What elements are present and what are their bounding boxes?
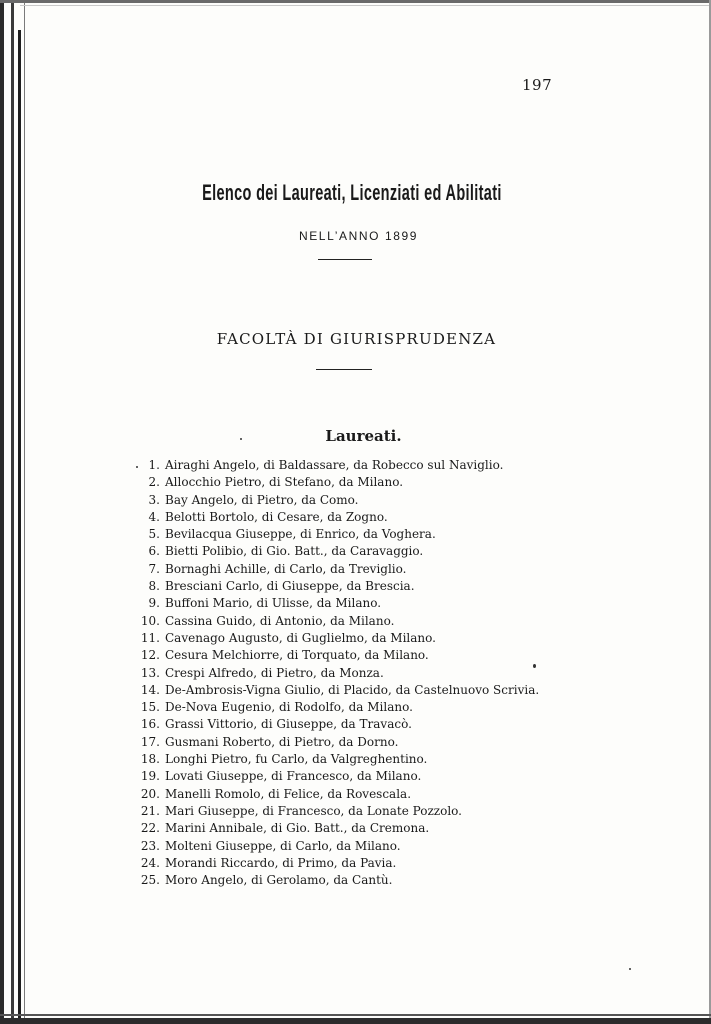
list-item (130, 647, 690, 664)
entry-number: 10. (140, 613, 160, 628)
entry-text: Bornaghi Achille, di Carlo, da Treviglio. (165, 561, 407, 576)
entry-number: 21. (140, 803, 160, 818)
entry-number: 18. (140, 752, 160, 767)
entry-text: Allocchio Pietro, di Stefano, da Milano. (165, 475, 404, 490)
entry-number: 16. (140, 717, 160, 732)
list-item (130, 457, 690, 474)
section-heading: FACOLTÀ DI GIURISPRUDENZA (216, 330, 497, 348)
page-binding-shadow (18, 30, 21, 1020)
entry-number: 19. (140, 769, 160, 784)
entry-number: 24. (140, 855, 160, 870)
entry-text: Manelli Romolo, di Felice, da Rovescala. (165, 786, 412, 801)
entry-text: Bresciani Carlo, di Giuseppe, da Brescia. (165, 579, 415, 594)
entry-text: Moro Angelo, di Gerolamo, da Cantù. (165, 873, 393, 888)
list-item (130, 699, 690, 716)
list-item (130, 595, 690, 612)
page-subtitle: NELL’ANNO 1899 (298, 229, 419, 243)
entry-text: Longhi Pietro, fu Carlo, da Valgreghentino. (165, 752, 428, 767)
list-item (130, 509, 690, 526)
entry-text: De-Ambrosis-Vigna Giulio, di Placido, da Castelnuovo Scrivia. (165, 682, 540, 697)
scan-speck (629, 968, 631, 970)
entry-number: 25. (140, 873, 160, 888)
entry-number: 22. (140, 821, 160, 836)
entry-text: Cesura Melchiorre, di Torquato, da Milano. (165, 648, 429, 663)
entry-number: 3. (148, 492, 160, 507)
list-item (130, 855, 690, 872)
entry-text: Cassina Guido, di Antonio, da Milano. (165, 613, 395, 628)
entry-number: 12. (140, 648, 160, 663)
list-item (130, 561, 690, 578)
list-item (130, 820, 690, 837)
entry-text: Marini Annibale, di Gio. Batt., da Cremona. (165, 821, 430, 836)
scan-edge-left (0, 0, 4, 1024)
list-item (130, 526, 690, 543)
scan-edge-bottom (0, 1018, 711, 1024)
scan-speck (533, 664, 536, 668)
list-item (130, 665, 690, 682)
graduates-list (130, 457, 690, 889)
entry-number: 23. (140, 838, 160, 853)
entry-number: 13. (140, 665, 160, 680)
page-binding-line (24, 0, 25, 1024)
entry-number: 20. (140, 786, 160, 801)
entry-text: Lovati Giuseppe, di Francesco, da Milano. (165, 769, 422, 784)
scan-speck (136, 466, 138, 468)
entry-number: 7. (148, 561, 160, 576)
list-item (130, 630, 690, 647)
entry-number: 14. (140, 682, 160, 697)
list-heading: Laureati. (325, 427, 402, 445)
list-item (130, 613, 690, 630)
list-item (130, 768, 690, 785)
list-item (130, 734, 690, 751)
list-item (130, 492, 690, 509)
list-item (130, 872, 690, 889)
section-divider (316, 369, 372, 370)
entry-number: 15. (140, 700, 160, 715)
scan-edge-bottom-line (0, 1014, 711, 1016)
entry-number: 17. (140, 734, 160, 749)
page-number: 197 (522, 76, 553, 94)
scan-speck (240, 438, 242, 440)
list-item (130, 838, 690, 855)
entry-text: Cavenago Augusto, di Guglielmo, da Milano. (165, 630, 436, 645)
entry-text: Mari Giuseppe, di Francesco, da Lonate Pozzolo. (165, 803, 462, 818)
entry-text: Gusmani Roberto, di Pietro, da Dorno. (165, 734, 399, 749)
entry-number: 11. (140, 630, 160, 645)
entry-text: Airaghi Angelo, di Baldassare, da Robecco sul Naviglio. (165, 458, 504, 472)
entry-text: Belotti Bortolo, di Cesare, da Zogno. (165, 509, 388, 524)
entry-number: 4. (148, 509, 160, 524)
page-title: Elenco dei Laureati, Licenziati ed Abilitati (202, 180, 502, 205)
scan-edge-top-line (20, 5, 710, 6)
entry-text: Molteni Giuseppe, di Carlo, da Milano. (165, 838, 401, 853)
list-item (130, 751, 690, 768)
entry-number: 8. (148, 579, 160, 594)
entry-number: 5. (148, 527, 160, 542)
entry-number: 6. (148, 544, 160, 559)
entry-text: Crespi Alfredo, di Pietro, da Monza. (165, 665, 384, 680)
list-item (130, 682, 690, 699)
entry-text: Grassi Vittorio, di Giuseppe, da Travacò. (165, 717, 412, 732)
list-item (130, 578, 690, 595)
entry-text: Buffoni Mario, di Ulisse, da Milano. (165, 596, 382, 611)
entry-text: Bevilacqua Giuseppe, di Enrico, da Voghera. (165, 527, 436, 542)
list-item (130, 786, 690, 803)
list-item (130, 803, 690, 820)
scan-edge-left-inner (11, 0, 14, 1024)
entry-text: Bietti Polibio, di Gio. Batt., da Caravaggio. (165, 544, 424, 559)
list-item (130, 543, 690, 560)
entry-number: 9. (148, 596, 160, 611)
list-item (130, 474, 690, 491)
scan-edge-top (0, 0, 711, 3)
entry-text: Bay Angelo, di Pietro, da Como. (165, 492, 359, 507)
entry-number: 1. (148, 458, 160, 472)
title-divider (318, 259, 372, 260)
entry-text: De-Nova Eugenio, di Rodolfo, da Milano. (165, 700, 413, 715)
list-item (130, 716, 690, 733)
entry-number: 2. (148, 475, 160, 490)
entry-text: Morandi Riccardo, di Primo, da Pavia. (165, 855, 397, 870)
